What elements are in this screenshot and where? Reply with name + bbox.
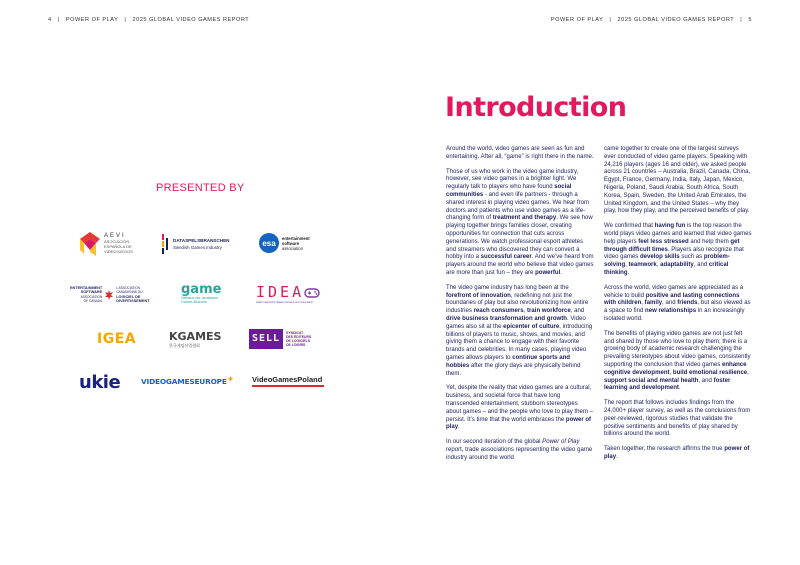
paragraph: Around the world, video games are seen as fun and entertaining. After all, “game” is right there in the name. (446, 146, 594, 160)
emphasis: build emotional resilience (672, 369, 748, 376)
text-run: . We see how playing together brings families closer, creating opportunities for connection that cuts across generations. We watch professional esport athletes and streamers who discovered they can convert a hobby into a (446, 215, 593, 261)
text-run: is the top reason the world plays video games and learned that video games help players (604, 223, 752, 245)
emphasis: critical thinking (604, 262, 729, 276)
esac-line: ASSOCIATION (80, 294, 103, 299)
paragraph (604, 223, 752, 278)
paragraph (446, 385, 594, 432)
emphasis: teamwork (628, 262, 657, 269)
text-run: . (627, 269, 630, 276)
esac-line: ENTERTAINMENT (70, 286, 103, 290)
esac-line: SOFTWARE (80, 290, 103, 295)
text-run: - and even life partners - through a shared interest in playing video games. We hear from doctors and patients who use video games as a life-changing form of (446, 191, 590, 222)
aevi-line: VIDEOJUEGOS (104, 249, 133, 254)
vge-wordmark: VIDEOGAMESEUROPE (141, 377, 227, 386)
emphasis: foster learning and development (604, 377, 731, 392)
text-run: . (458, 424, 460, 431)
video-games-europe-logo (141, 374, 235, 386)
header-separator: | (740, 17, 743, 23)
paragraph (446, 439, 594, 462)
text-run: . And we’ve heard from players around the world who believe that video games are more than just fun – they are (446, 254, 594, 276)
header-separator: | (609, 17, 612, 23)
ukie-wordmark: ukie (79, 372, 121, 393)
header-separator: | (124, 17, 127, 23)
text-run: , introducing billions of players to music, shows, and movies, and giving them a chance to engage with their favorite brands and celebrities. In many cases, playing video games allows players to (446, 323, 593, 361)
emphasis: support social and mental health (604, 377, 699, 384)
emphasis: power of play (604, 446, 750, 460)
text-run: such as (679, 254, 704, 261)
presented-by-heading: PRESENTED BY (156, 182, 245, 194)
paragraph (604, 285, 752, 324)
emphasis: forefront of innovation (446, 292, 511, 299)
emphasis: social communities (446, 184, 572, 198)
emphasis: new relationships (645, 308, 697, 315)
sell-line: DES ÉDITEURS (286, 334, 312, 339)
sell-line: DE LOGICIELS (286, 339, 311, 343)
sell-logo (249, 329, 311, 349)
vgp-flag-bar (252, 385, 324, 387)
emphasis: treatment and therapy (492, 215, 557, 222)
text-run: , and (698, 377, 714, 384)
text-run: , (747, 369, 749, 376)
idea-wordmark: IDEA (256, 283, 305, 301)
text-run: , but also viewed as a space to find (604, 300, 751, 315)
dataspelsbranschen-logo (162, 234, 230, 254)
sparkle-icon: ✦ (226, 374, 235, 384)
report-brand: POWER OF PLAY (65, 17, 119, 23)
sell-line: DE LOISIRS (286, 343, 306, 348)
text-run: in an increasingly isolated world. (604, 308, 745, 322)
text-run: . Players also recognize that video games (604, 246, 744, 261)
report-brand: POWER OF PLAY (550, 17, 604, 23)
idea-sub: italian interactive digital entertainment association (256, 301, 314, 304)
aevi-line: ESPAÑOLA DE (104, 244, 132, 249)
text-column-left (446, 146, 594, 469)
emphasis: problem-solving (604, 254, 730, 269)
text-run: In our second iteration of the global (446, 439, 543, 446)
aevi-acronym: AEVI (104, 233, 126, 239)
esa-line: association (282, 245, 303, 251)
emphasis: having fun (654, 223, 686, 230)
kgames-sub: 한국게임산업협회 (169, 343, 200, 348)
igea-logo (97, 331, 136, 347)
paragraph: came together to create one of the largest surveys ever conducted of video game players. Speaking with 24,216 players (ages 16 and older), we asked people across 21 countries – Australia, Brazil, Canada, China, Egypt, France, Germany, India, Italy, Japan, Mexico, Nigeria, Poland, Saudi Arabia, South Africa, South Korea, Spain, Sweden, the United Arab Emirates, the United Kingdom, and the United States – why they play, how they play, and the perceived benefits of play. (604, 146, 751, 215)
lesa-line: DIVERTISSEMENT (116, 299, 150, 304)
esac-logo (70, 286, 150, 304)
vgp-wordmark: VideoGamesPoland (252, 375, 323, 384)
lesa-line: L'ASSOCIATION (116, 286, 141, 290)
emphasis: continue sports and hobbies (446, 354, 571, 369)
italic-title: Power of Play (542, 439, 580, 446)
emphasis: positive and lasting connections with children (604, 292, 740, 307)
emphasis: reach consumers (473, 308, 524, 315)
dataspel-bars-icon (162, 234, 170, 254)
ukie-logo (79, 372, 120, 393)
paragraph (446, 169, 594, 278)
sell-line: SYNDICAT (286, 330, 304, 335)
emphasis: develop skills (639, 254, 680, 261)
text-run: report, trade associations representing the video game industry around the world (446, 446, 593, 461)
emphasis: adaptability (660, 262, 694, 269)
video-games-poland-logo (252, 375, 324, 387)
lesa-line: CANADIENNE DU (116, 290, 143, 295)
emphasis: powerful (535, 269, 561, 276)
text-run: We confirmed that (604, 223, 655, 230)
text-run: . (560, 269, 562, 276)
text-run: and help them (688, 238, 731, 245)
aevi-logo (78, 230, 133, 258)
igea-wordmark: IGEA (97, 331, 137, 347)
text-run: Across the world, video games are appreciated as a vehicle to build (604, 284, 744, 299)
lesa-line: LOGICIEL DE (116, 294, 141, 299)
maple-leaf-icon (104, 290, 114, 300)
text-run: , (669, 369, 673, 376)
emphasis: feel less stressed (638, 238, 689, 245)
game-sub: Verband der deutschen (181, 296, 219, 300)
text-run: . (678, 385, 681, 392)
text-run: , (656, 262, 661, 269)
idea-logo (256, 285, 320, 304)
report-name: 2025 GLOBAL VIDEO GAMES REPORT (617, 17, 735, 23)
report-name: 2025 GLOBAL VIDEO GAMES REPORT (132, 17, 250, 23)
paragraph (446, 285, 594, 379)
aevi-emblem-icon (78, 230, 102, 258)
emphasis: drive business transformation and growth (446, 315, 567, 322)
text-run: , and (570, 308, 585, 315)
kgames-wordmark: KGAMES (169, 330, 222, 343)
page-header-right (551, 17, 752, 23)
emphasis: enhance cognitive development (604, 361, 747, 376)
esa-line: software (282, 240, 300, 246)
text-run: , redefining not just the boundaries of play but also revolutionizing how entire industries (446, 292, 589, 315)
text-run: . Video games also sit at the (446, 315, 586, 330)
esac-line: OF CANADA (83, 299, 103, 304)
page-header-left (48, 17, 249, 23)
game-sub: Games-Branche (181, 300, 208, 305)
text-run: Those of us who work in the video game industry, however, see video games in a brighter light. We regularly talk to players who have found (446, 168, 579, 191)
emphasis: epicenter of culture (503, 323, 560, 330)
header-separator: | (57, 17, 60, 23)
kgames-logo (169, 331, 221, 348)
emphasis: successful career (480, 254, 532, 261)
page-number: 5 (748, 17, 752, 23)
text-run: , and (662, 300, 678, 307)
emphasis: family (644, 300, 663, 307)
dataspel-sub: Swedish Games Industry (173, 245, 222, 250)
text-run: , (625, 262, 629, 269)
paragraph (604, 446, 752, 462)
emphasis: train workforce (527, 308, 571, 315)
emphasis: power of play (446, 416, 592, 431)
text-run: The benefits of playing video games are not just felt and shared by those who love to play them; there is a growing body of academic research challenging the prevailing stereotypes about video games, consistently supporting the conclusion that video games (604, 330, 751, 368)
paragraph: The report that follows includes findings from the 24,000+ player survey, as well as the conclusions from peer-reviewed, rigorous studies that validate the positive sentiments and benefits of play shared by billions around the world. (604, 400, 751, 438)
emphasis: get through difficult times (604, 238, 740, 253)
esa-logo (259, 233, 310, 253)
esa-mark: esa (259, 233, 279, 253)
text-run: Yet, despite the reality that video games are a cultural, business, and societal force that have long transcended entertainment, stubborn stereotypes about games – and the people who love to play them – persist. It’s time that the world embraces the (446, 385, 593, 423)
game-wordmark: game (181, 282, 222, 297)
text-column-right (604, 146, 752, 469)
paragraph (604, 331, 752, 393)
page-title: Introduction (445, 92, 627, 123)
gamepad-icon (304, 287, 320, 299)
text-run: , and (693, 262, 709, 269)
text-run: . (616, 453, 618, 460)
emphasis: friends (677, 300, 698, 307)
game-logo (181, 283, 221, 304)
text-run: The video game industry has long been at the (446, 284, 569, 291)
text-run: after the glory days are physically behind them. (446, 362, 581, 377)
text-run: , (523, 308, 528, 315)
text-run: , (641, 300, 645, 307)
sell-mark: SELL (249, 329, 283, 349)
aevi-line: ASOCIACIÓN (104, 239, 130, 244)
text-run: Taken together, the research affirms the true (604, 446, 725, 453)
esa-line: entertainment (282, 235, 310, 241)
page-number: 4 (48, 17, 52, 23)
dataspel-name: DATASPELSBRANSCHEN (173, 238, 230, 243)
